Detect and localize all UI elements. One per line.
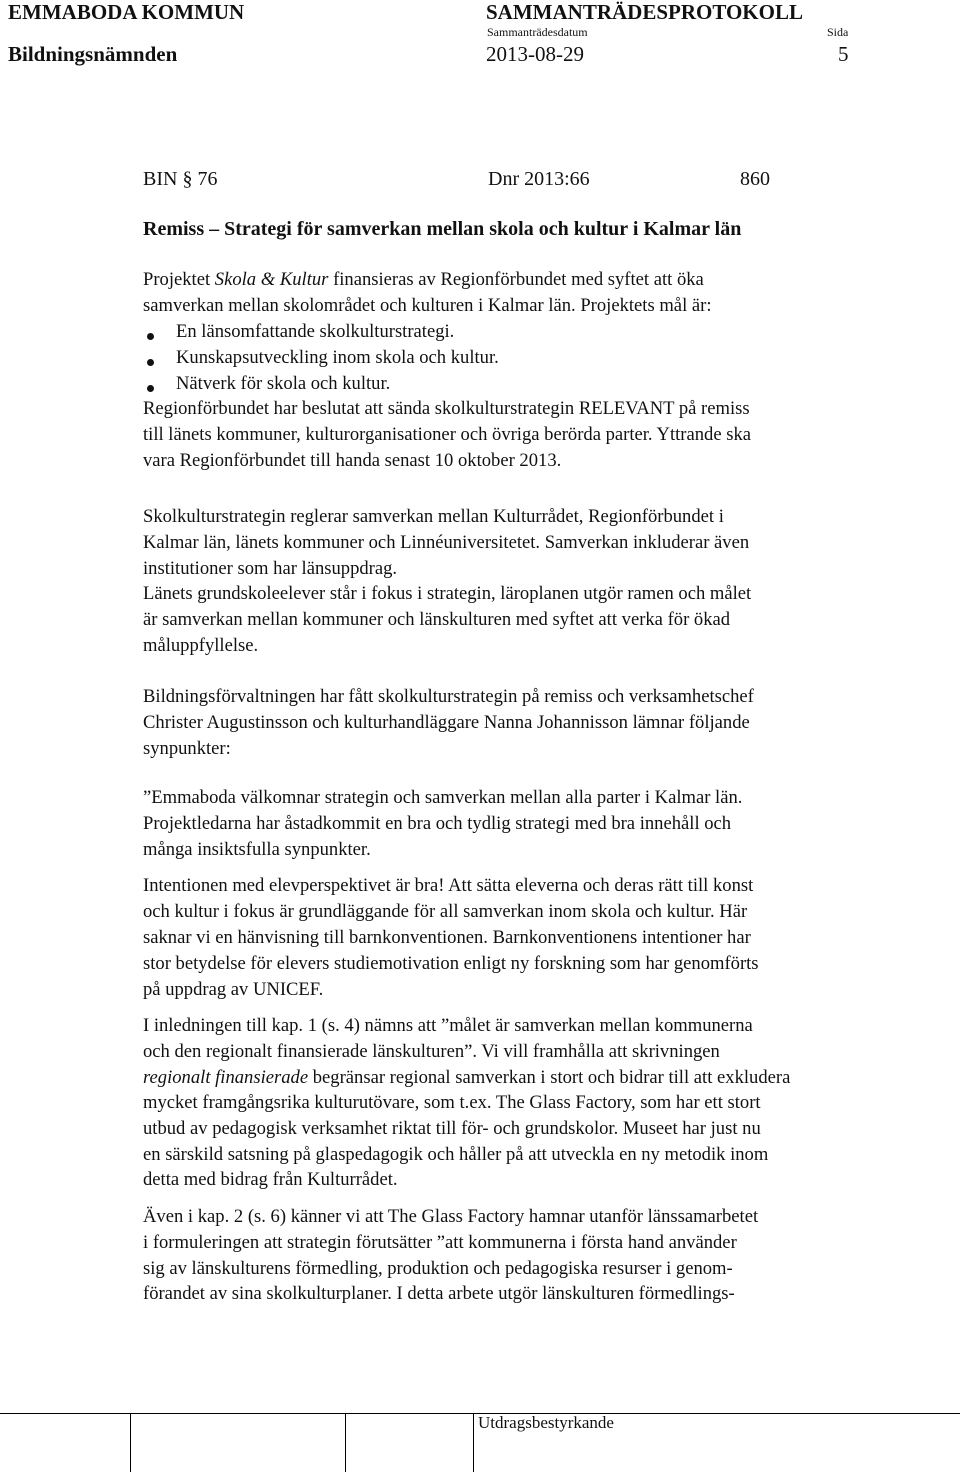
paragraph-line: synpunkter: (143, 738, 231, 759)
paragraph-line: ”Emmaboda välkomnar strategin och samverkan mellan alla parter i Kalmar län. (143, 787, 743, 808)
paragraph-line: sig av länskulturens förmedling, produktion och pedagogiska resurser i genom- (143, 1258, 733, 1279)
paragraph-line: är samverkan mellan kommuner och länskulturen med syftet att verka för ökad (143, 609, 731, 630)
paragraph-line: måluppfyllelse. (143, 635, 259, 656)
paragraph-line: vara Regionförbundet till handa senast 10 oktober 2013. (143, 450, 562, 471)
paragraph-line: mycket framgångsrika kulturutövare, som t.ex. The Glass Factory, som har ett stort (143, 1092, 761, 1113)
bullet-dot (147, 359, 154, 366)
paragraph-line: i formuleringen att strategin förutsätter ”att kommunerna i första hand använder (143, 1232, 737, 1253)
paragraph-line: Regionförbundet har beslutat att sända skolkulturstrategin RELEVANT på remiss (143, 398, 750, 419)
bullet-item: Nätverk för skola och kultur. (176, 373, 391, 394)
document-type: SAMMANTRÄDESPROTOKOLL (486, 0, 803, 24)
paragraph-line: stor betydelse för elevers studiemotivation enligt ny forskning som har genomförts (143, 953, 759, 974)
case-id: BIN § 76 (143, 168, 218, 190)
paragraph-line: utbud av pedagogisk verksamhet riktat till för- och grundskolor. Museet har just nu (143, 1118, 761, 1139)
paragraph-line: Kalmar län, länets kommuner och Linnéuniversitetet. Samverkan inkluderar även (143, 532, 750, 553)
paragraph-line: Skolkulturstrategin reglerar samverkan mellan Kulturrådet, Regionförbundet i (143, 506, 724, 527)
footer-divider (473, 1413, 474, 1472)
paragraph-line: Intentionen med elevperspektivet är bra! Att sätta eleverna och deras rätt till konst (143, 875, 754, 896)
paragraph-line: förandet av sina skolkulturplaner. I detta arbete utgör länskulturen förmedlings- (143, 1283, 735, 1304)
paragraph-line: Även i kap. 2 (s. 6) känner vi att The Glass Factory hamnar utanför länssamarbetet (143, 1206, 759, 1227)
footer-divider (130, 1413, 131, 1472)
org-name: EMMABODA KOMMUN (8, 0, 245, 24)
paragraph-line: Projektledarna har åstadkommit en bra och tydlig strategi med bra innehåll och (143, 813, 732, 834)
paragraph-line: Christer Augustinsson och kulturhandläggare Nanna Johannisson lämnar följande (143, 712, 750, 733)
footer-label: Utdragsbestyrkande (478, 1413, 614, 1432)
footer-divider (345, 1413, 346, 1472)
page-number: 5 (838, 42, 849, 66)
paragraph-line: detta med bidrag från Kulturrådet. (143, 1169, 398, 1190)
paragraph-line: många insiktsfulla synpunkter. (143, 839, 371, 860)
paragraph-line: till länets kommuner, kulturorganisationer och övriga berörda parter. Yttrande ska (143, 424, 752, 445)
bullet-dot (147, 333, 154, 340)
page-label: Sida (827, 25, 849, 39)
intro-line-2: samverkan mellan skolområdet och kulturen i Kalmar län. Projektets mål är: (143, 295, 712, 316)
bullet-item: Kunskapsutveckling inom skola och kultur. (176, 347, 499, 368)
case-code: 860 (740, 168, 770, 190)
paragraph-line: institutioner som har länsuppdrag. (143, 558, 398, 579)
bullet-item: En länsomfattande skolkulturstrategi. (176, 321, 455, 342)
bullet-dot (147, 385, 154, 392)
paragraph-line: saknar vi en hänvisning till barnkonventionen. Barnkonventionens intentioner har (143, 927, 751, 948)
paragraph-line: och kultur i fokus är grundläggande för all samverkan inom skola och kultur. Här (143, 901, 748, 922)
paragraph-line: Bildningsförvaltningen har fått skolkulturstrategin på remiss och verksamhetschef (143, 686, 754, 707)
intro-line-1: Projektet Skola & Kultur finansieras av Regionförbundet med syftet att öka (143, 269, 704, 290)
paragraph-line: och den regionalt finansierade länskulturen”. Vi vill framhålla att skrivningen (143, 1041, 720, 1062)
paragraph-line: regionalt finansierade begränsar regional samverkan i stort och bidrar till att exkludera (143, 1067, 791, 1088)
case-title: Remiss – Strategi för samverkan mellan skola och kultur i Kalmar län (143, 218, 742, 240)
date-label: Sammanträdesdatum (487, 25, 588, 39)
meeting-date: 2013-08-29 (486, 42, 584, 66)
paragraph-line: I inledningen till kap. 1 (s. 4) nämns att ”målet är samverkan mellan kommunerna (143, 1015, 753, 1036)
paragraph-line: Länets grundskoleelever står i fokus i strategin, läroplanen utgör ramen och målet (143, 583, 752, 604)
case-dnr: Dnr 2013:66 (488, 168, 590, 190)
paragraph-line: på uppdrag av UNICEF. (143, 979, 324, 1000)
paragraph-line: en särskild satsning på glaspedagogik och håller på att utveckla en ny metodik inom (143, 1144, 769, 1165)
committee-name: Bildningsnämnden (8, 42, 178, 66)
